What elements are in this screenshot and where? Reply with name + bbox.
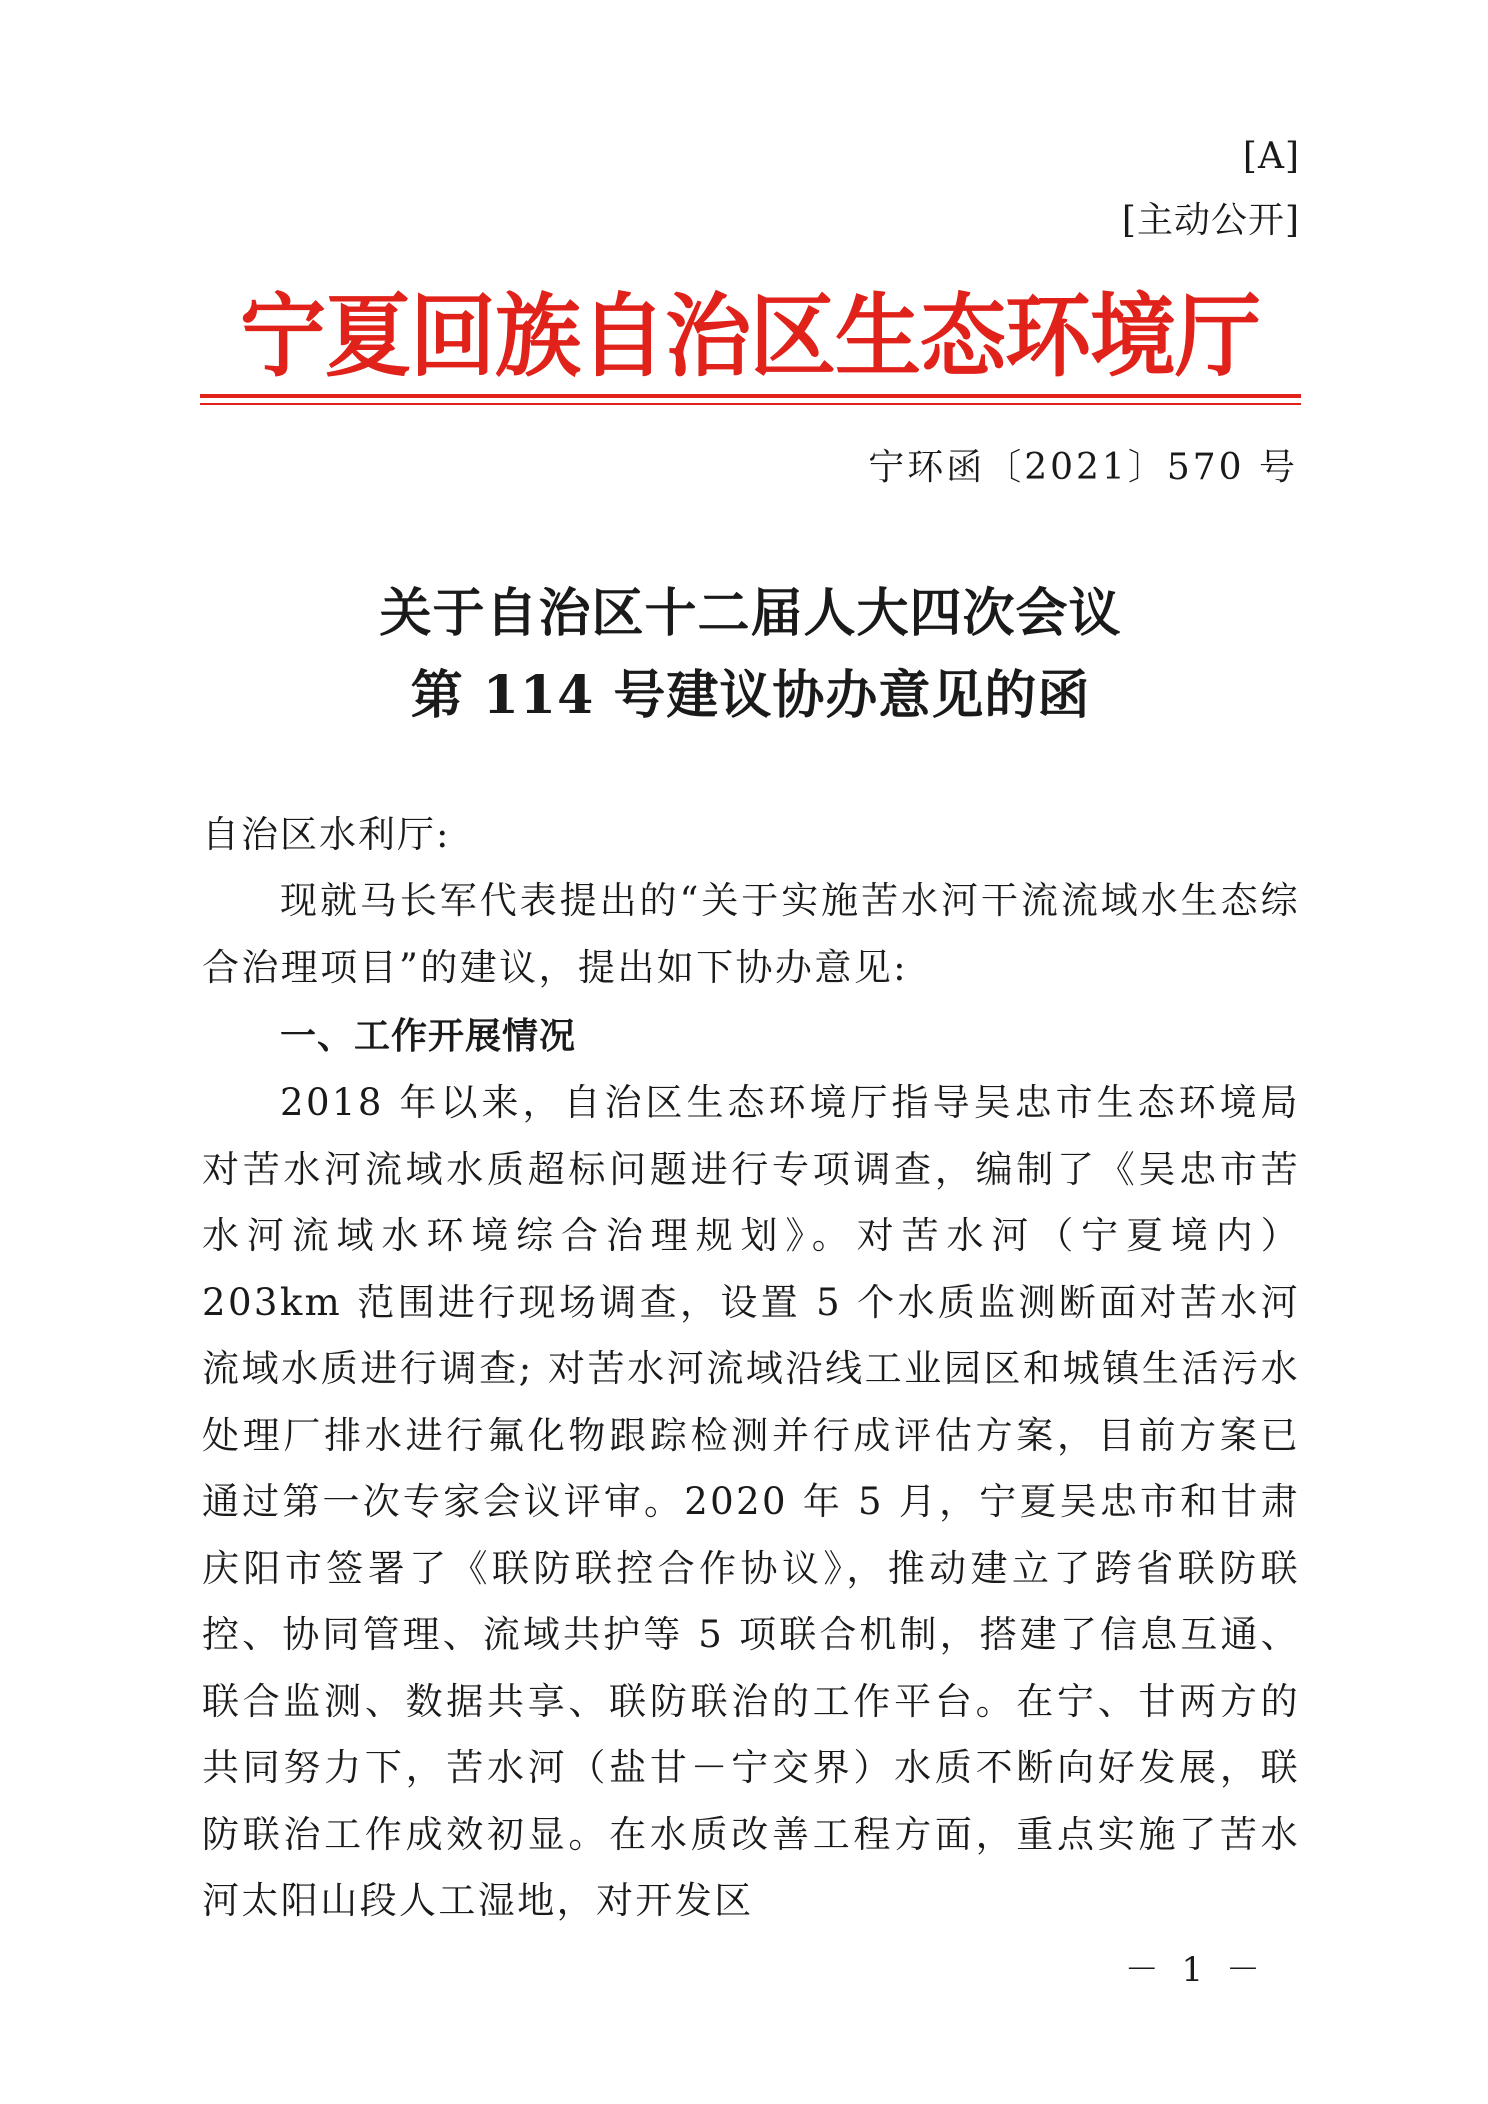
letterhead-red-rule [200,394,1301,398]
intro-paragraph: 现就马长军代表提出的“关于实施苦水河干流流域水生态综合治理项目”的建议，提出如下协办意见: [202,879,1300,989]
body-paragraph: 2018 年以来，自治区生态环境厅指导吴忠市生态环境局对苦水河流域水质超标问题进行专项调查，编制了《吴忠市苦水河流域水环境综合治理规划》。对苦水河（宁夏境内）203km 范围进行现场调查，设置 5 个水质监测断面对苦水河流域水质进行调查; 对苦水河流域沿线工业园区和城镇生活污水处理厂排水进行氟化物跟踪检测并行成评估方案，目前方案已通过第一次专家会议评审。2020 年 5 月，宁夏吴忠市和甘肃庆阳市签署了《联防联控合作协议》，推动建立了跨省联防联控、协同管理、流域共护等 5 项联合机制，搭建了信息互通、联合监测、数据共享、联防联治的工作平台。在宁、甘两方的共同努力下，苦水河（盐甘－宁交界）水质不断向好发展，联防联治工作成效初显。在水质改善工程方面，重点实施了苦水河太阳山段人工湿地，对开发区 [202,1081,1300,1922]
page-number: － 1 － [1124,1950,1266,1990]
classification-mark: [A] [1242,136,1300,177]
letterhead-red-rule-thin [200,403,1301,405]
document-number: 宁环函〔2021〕570 号 [868,447,1298,488]
section-heading: 一、工作开展情况 [280,1016,577,1057]
document-title-line-1: 关于自治区十二届人大四次会议 [379,583,1122,644]
document-title-line-2: 第 114 号建议协办意见的函 [410,665,1091,726]
disclosure-mark: [主动公开] [1121,200,1300,241]
salutation: 自治区水利厅: [202,813,451,856]
letterhead-organization: 宁夏回族自治区生态环境厅 [240,284,1260,390]
